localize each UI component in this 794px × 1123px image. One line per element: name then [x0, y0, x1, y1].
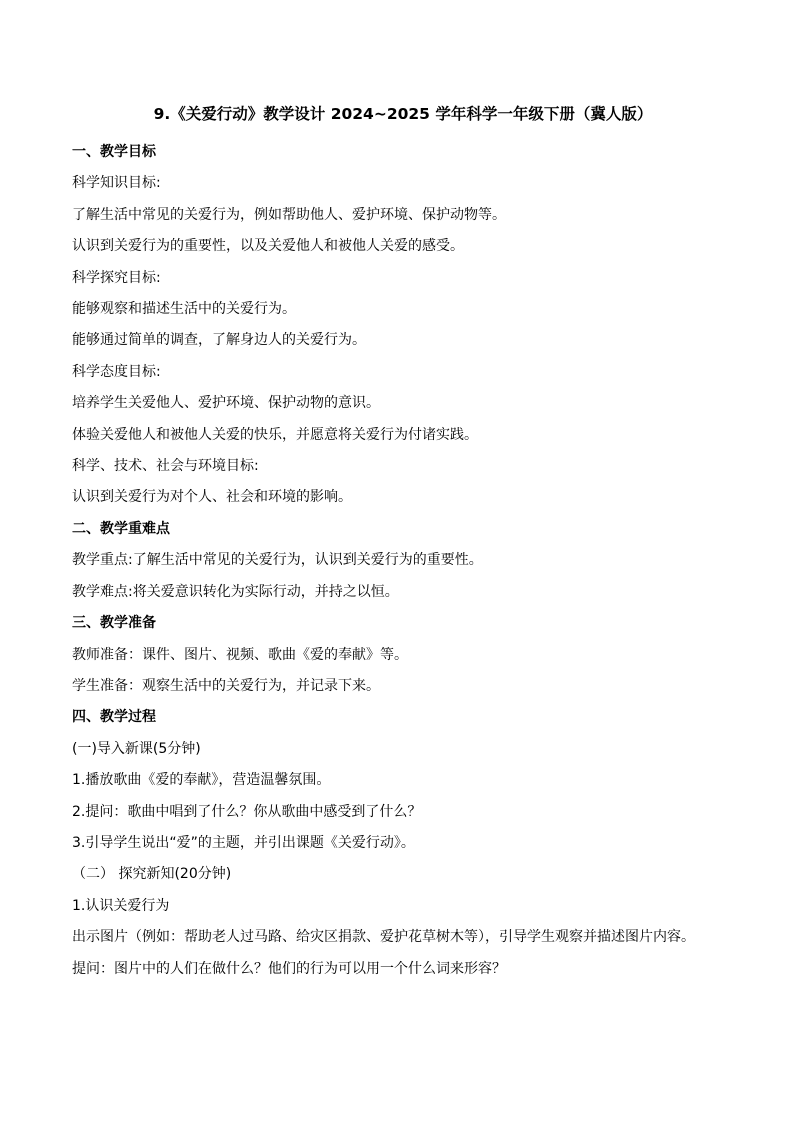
paragraph-line: 学生准备：观察生活中的关爱行为，并记录下来。 [72, 677, 380, 694]
paragraph-line: (一)导入新课(5分钟) [72, 740, 201, 757]
paragraph-line: 1.认识关爱行为 [72, 897, 170, 914]
paragraph-line: 科学态度目标: [72, 363, 161, 380]
paragraph-line: 能够观察和描述生活中的关爱行为。 [72, 301, 296, 318]
paragraph-line: 能够通过简单的调查，了解身边人的关爱行为。 [72, 332, 366, 349]
section-heading-process: 四、教学过程 [72, 709, 156, 726]
paragraph-line: （二） 探究新知(20分钟) [72, 866, 232, 883]
paragraph-line: 教学难点:将关爱意识转化为实际行动，并持之以恒。 [72, 583, 399, 600]
section-heading-preparation: 三、教学准备 [72, 615, 156, 632]
paragraph-line: 科学知识目标: [72, 175, 161, 192]
document-title: 9.《关爱行动》教学设计 2024~2025 学年科学一年级下册（冀人版） [153, 105, 653, 123]
paragraph-line: 教学重点:了解生活中常见的关爱行为，认识到关爱行为的重要性。 [72, 552, 483, 569]
paragraph-line: 提问：图片中的人们在做什么？他们的行为可以用一个什么词来形容？ [72, 960, 506, 977]
paragraph-line: 认识到关爱行为对个人、社会和环境的影响。 [72, 489, 352, 506]
paragraph-line: 3.引导学生说出“爱”的主题，并引出课题《关爱行动》。 [72, 834, 415, 851]
paragraph-line: 1.播放歌曲《爱的奉献》，营造温馨氛围。 [72, 772, 331, 789]
paragraph-line: 出示图片（例如：帮助老人过马路、给灾区捐款、爱护花草树木等），引导学生观察并描述图片内容。 [72, 929, 695, 946]
paragraph-line: 了解生活中常见的关爱行为，例如帮助他人、爱护环境、保护动物等。 [72, 206, 506, 223]
paragraph-line: 认识到关爱行为的重要性，以及关爱他人和被他人关爱的感受。 [72, 238, 464, 255]
paragraph-line: 2.提问：歌曲中唱到了什么？你从歌曲中感受到了什么？ [72, 803, 422, 820]
paragraph-line: 科学探究目标: [72, 269, 161, 286]
paragraph-line: 培养学生关爱他人、爱护环境、保护动物的意识。 [72, 395, 380, 412]
section-heading-key-points: 二、教学重难点 [72, 520, 170, 537]
section-heading-goals: 一、教学目标 [72, 144, 156, 160]
paragraph-line: 科学、技术、社会与环境目标: [72, 458, 259, 475]
paragraph-line: 教师准备：课件、图片、视频、歌曲《爱的奉献》等。 [72, 646, 408, 663]
paragraph-line: 体验关爱他人和被他人关爱的快乐，并愿意将关爱行为付诸实践。 [72, 426, 478, 443]
